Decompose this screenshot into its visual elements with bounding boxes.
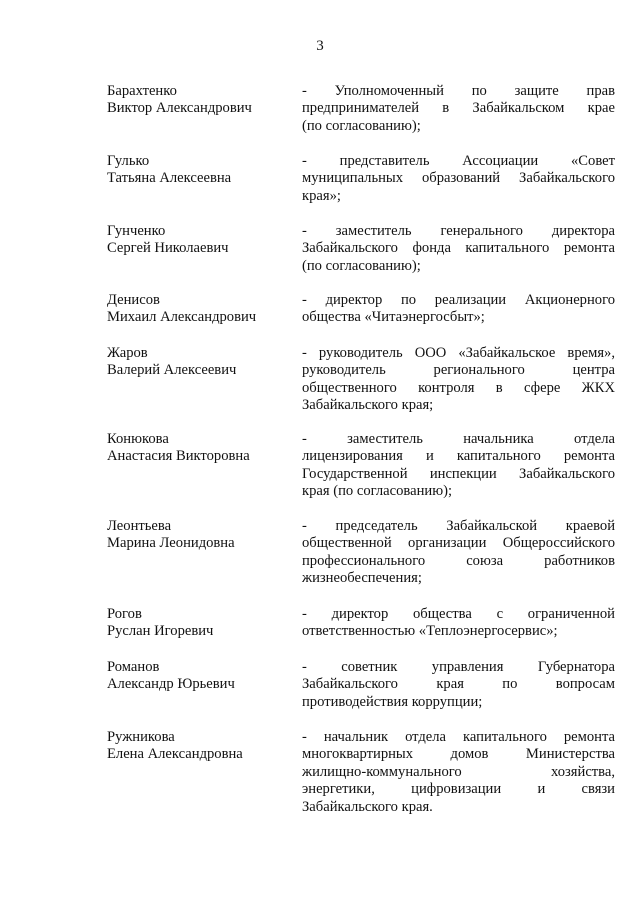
position-line: общественной организации Общероссийского bbox=[302, 535, 615, 552]
position-line: края (по согласованию); bbox=[302, 483, 453, 500]
member-surname: Романов bbox=[107, 659, 160, 675]
member-given-name: Виктор Александрович bbox=[107, 100, 252, 117]
member-name bbox=[107, 223, 297, 258]
position-line: - председатель Забайкальской краевой bbox=[302, 518, 615, 534]
position-line: Забайкальского края по вопросам bbox=[302, 676, 615, 693]
position-line: руководитель регионального центра bbox=[302, 362, 615, 379]
position-line: многоквартирных домов Министерства bbox=[302, 746, 615, 763]
member-name bbox=[107, 431, 297, 466]
position-line: - советник управления Губернатора bbox=[302, 659, 615, 675]
member-surname: Гулько bbox=[107, 153, 150, 169]
member-given-name: Анастасия Викторовна bbox=[107, 448, 250, 465]
position-line: Государственной инспекции Забайкальского bbox=[302, 465, 615, 482]
position-line: - руководитель ООО «Забайкальское время», bbox=[302, 345, 615, 361]
member-surname: Рогов bbox=[107, 606, 142, 622]
position-line: Забайкальского края; bbox=[302, 397, 434, 414]
position-line: (по согласованию); bbox=[302, 257, 421, 274]
position-line: - Уполномоченный по защите прав bbox=[302, 83, 615, 99]
position-line: - заместитель начальника отдела bbox=[302, 431, 615, 447]
member-name bbox=[107, 659, 297, 694]
position-line: ответственностью «Теплоэнергосервис»; bbox=[302, 623, 558, 640]
member-position bbox=[302, 606, 615, 641]
member-position bbox=[302, 153, 615, 205]
member-position bbox=[302, 729, 615, 816]
member-position bbox=[302, 83, 615, 135]
position-line: Забайкальского фонда капитального ремонта bbox=[302, 240, 615, 257]
position-line: противодействия коррупции; bbox=[302, 693, 483, 710]
position-line: - директор по реализации Акционерного bbox=[302, 292, 615, 308]
member-position bbox=[302, 518, 615, 588]
position-line: жилищно-коммунального хозяйства, bbox=[302, 763, 615, 780]
member-position bbox=[302, 223, 615, 275]
member-position bbox=[302, 345, 615, 415]
member-name bbox=[107, 518, 297, 553]
position-line: общественного контроля в сфере ЖКХ bbox=[302, 379, 615, 396]
member-given-name: Михаил Александрович bbox=[107, 309, 257, 326]
member-name bbox=[107, 345, 297, 380]
member-surname: Ружникова bbox=[107, 729, 175, 745]
member-position bbox=[302, 659, 615, 711]
position-line: профессионального союза работников bbox=[302, 552, 615, 569]
member-name bbox=[107, 153, 297, 188]
member-given-name: Александр Юрьевич bbox=[107, 676, 235, 693]
position-line: (по согласованию); bbox=[302, 117, 421, 134]
position-line: - заместитель генерального директора bbox=[302, 223, 615, 239]
position-line: энергетики, цифровизации и связи bbox=[302, 781, 615, 798]
position-line: общества «Читаэнергосбыт»; bbox=[302, 309, 485, 326]
position-line: жизнеобеспечения; bbox=[302, 570, 422, 587]
position-line: края»; bbox=[302, 187, 341, 204]
position-line: Забайкальского края. bbox=[302, 798, 433, 815]
member-position bbox=[302, 431, 615, 501]
member-name bbox=[107, 729, 297, 764]
member-given-name: Татьяна Алексеевна bbox=[107, 170, 232, 187]
position-line: - представитель Ассоциации «Совет bbox=[302, 153, 615, 169]
member-given-name: Елена Александровна bbox=[107, 746, 243, 763]
member-name bbox=[107, 292, 297, 327]
page-number: 3 bbox=[316, 38, 324, 54]
position-line: - начальник отдела капитального ремонта bbox=[302, 729, 615, 745]
position-line: предпринимателей в Забайкальском крае bbox=[302, 100, 615, 117]
member-surname: Леонтьева bbox=[107, 518, 172, 534]
member-given-name: Марина Леонидовна bbox=[107, 535, 235, 552]
member-surname: Барахтенко bbox=[107, 83, 177, 99]
member-name bbox=[107, 83, 297, 118]
member-name bbox=[107, 606, 297, 641]
member-surname: Жаров bbox=[107, 345, 148, 361]
position-line: муниципальных образований Забайкальского bbox=[302, 170, 615, 187]
position-line: лицензирования и капитального ремонта bbox=[302, 448, 615, 465]
member-position bbox=[302, 292, 615, 327]
member-given-name: Сергей Николаевич bbox=[107, 240, 229, 257]
member-surname: Гунченко bbox=[107, 223, 166, 239]
member-surname: Денисов bbox=[107, 292, 160, 308]
member-surname: Конюкова bbox=[107, 431, 169, 447]
position-line: - директор общества с ограниченной bbox=[302, 606, 615, 622]
member-given-name: Руслан Игоревич bbox=[107, 623, 214, 640]
member-given-name: Валерий Алексеевич bbox=[107, 362, 237, 379]
